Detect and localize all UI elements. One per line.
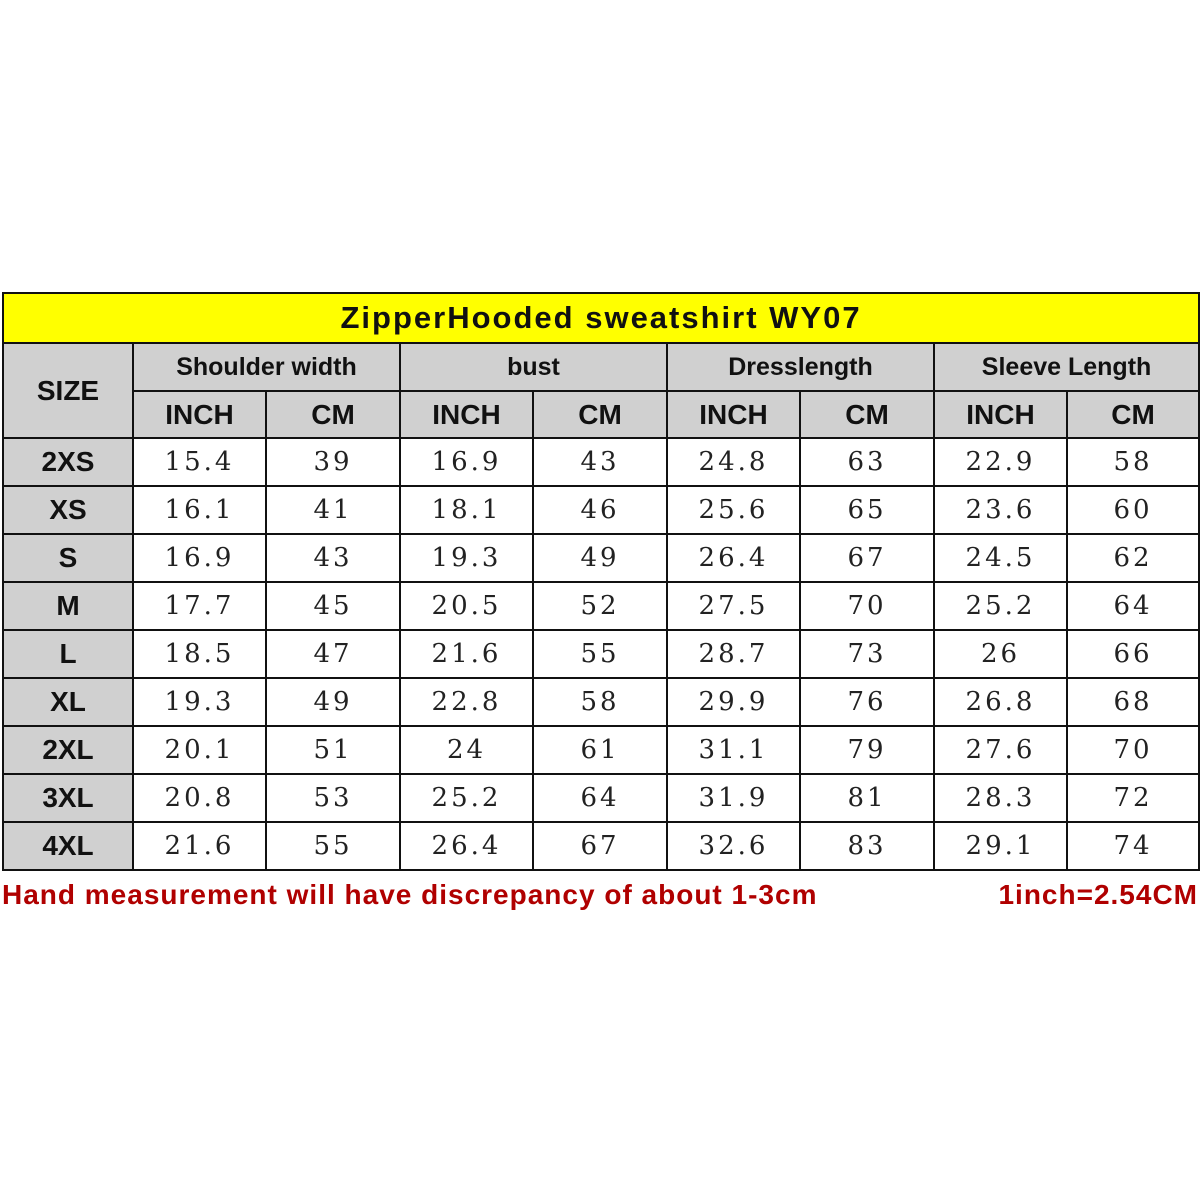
size-label: 2XS <box>3 438 133 486</box>
measurement-cell: 23.6 <box>934 486 1067 534</box>
table-row <box>3 534 1199 582</box>
measurement-cell: 27.5 <box>667 582 800 630</box>
measurement-cell: 63 <box>800 438 934 486</box>
measurement-cell: 24.5 <box>934 534 1067 582</box>
measurement-cell: 31.9 <box>667 774 800 822</box>
table-row <box>3 822 1199 870</box>
measurement-cell: 18.1 <box>400 486 533 534</box>
size-label: L <box>3 630 133 678</box>
measurement-cell: 68 <box>1067 678 1199 726</box>
measurement-cell: 25.2 <box>400 774 533 822</box>
measurement-cell: 16.1 <box>133 486 266 534</box>
measurement-cell: 21.6 <box>400 630 533 678</box>
size-chart-table <box>2 292 1200 871</box>
unit-header: CM <box>533 391 667 438</box>
measurement-cell: 24.8 <box>667 438 800 486</box>
measurement-cell: 17.7 <box>133 582 266 630</box>
table-row <box>3 726 1199 774</box>
measurement-cell: 60 <box>1067 486 1199 534</box>
measurement-cell: 51 <box>266 726 400 774</box>
measurement-cell: 29.9 <box>667 678 800 726</box>
measurement-cell: 43 <box>533 438 667 486</box>
table-row <box>3 582 1199 630</box>
measurement-cell: 15.4 <box>133 438 266 486</box>
measurement-cell: 79 <box>800 726 934 774</box>
measurement-cell: 58 <box>533 678 667 726</box>
measurement-cell: 55 <box>533 630 667 678</box>
group-header-dress-length: Dresslength <box>667 343 934 391</box>
measurement-cell: 66 <box>1067 630 1199 678</box>
measurement-cell: 49 <box>533 534 667 582</box>
measurement-cell: 24 <box>400 726 533 774</box>
unit-header: CM <box>266 391 400 438</box>
measurement-cell: 65 <box>800 486 934 534</box>
measurement-cell: 16.9 <box>133 534 266 582</box>
measurement-cell: 53 <box>266 774 400 822</box>
measurement-cell: 64 <box>1067 582 1199 630</box>
measurement-cell: 26 <box>934 630 1067 678</box>
unit-header: INCH <box>934 391 1067 438</box>
measurement-cell: 19.3 <box>133 678 266 726</box>
measurement-cell: 58 <box>1067 438 1199 486</box>
size-label: XL <box>3 678 133 726</box>
measurement-cell: 83 <box>800 822 934 870</box>
size-label: 3XL <box>3 774 133 822</box>
footnote <box>2 873 1198 917</box>
size-label: 4XL <box>3 822 133 870</box>
group-header-sleeve-length: Sleeve Length <box>934 343 1199 391</box>
measurement-cell: 20.1 <box>133 726 266 774</box>
measurement-cell: 25.2 <box>934 582 1067 630</box>
unit-header: CM <box>1067 391 1199 438</box>
measurement-cell: 67 <box>800 534 934 582</box>
size-column-header: SIZE <box>3 343 133 438</box>
measurement-cell: 74 <box>1067 822 1199 870</box>
measurement-cell: 26.4 <box>400 822 533 870</box>
group-header-bust: bust <box>400 343 667 391</box>
measurement-cell: 46 <box>533 486 667 534</box>
measurement-cell: 72 <box>1067 774 1199 822</box>
chart-title: ZipperHooded sweatshirt WY07 <box>3 293 1199 343</box>
measurement-cell: 18.5 <box>133 630 266 678</box>
measurement-cell: 28.7 <box>667 630 800 678</box>
table-row <box>3 486 1199 534</box>
measurement-cell: 52 <box>533 582 667 630</box>
unit-header: INCH <box>400 391 533 438</box>
unit-header: INCH <box>667 391 800 438</box>
measurement-cell: 28.3 <box>934 774 1067 822</box>
measurement-cell: 67 <box>533 822 667 870</box>
size-label: S <box>3 534 133 582</box>
table-row <box>3 438 1199 486</box>
measurement-cell: 29.1 <box>934 822 1067 870</box>
measurement-cell: 20.8 <box>133 774 266 822</box>
measurement-cell: 70 <box>1067 726 1199 774</box>
measurement-cell: 26.4 <box>667 534 800 582</box>
measurement-cell: 70 <box>800 582 934 630</box>
measurement-cell: 61 <box>533 726 667 774</box>
unit-conversion-note: 1inch=2.54CM <box>998 879 1198 910</box>
size-label: 2XL <box>3 726 133 774</box>
measurement-cell: 47 <box>266 630 400 678</box>
measurement-cell: 20.5 <box>400 582 533 630</box>
measurement-cell: 39 <box>266 438 400 486</box>
measurement-cell: 49 <box>266 678 400 726</box>
size-label: XS <box>3 486 133 534</box>
measurement-cell: 45 <box>266 582 400 630</box>
measurement-cell: 32.6 <box>667 822 800 870</box>
measurement-cell: 76 <box>800 678 934 726</box>
measurement-cell: 26.8 <box>934 678 1067 726</box>
measurement-cell: 27.6 <box>934 726 1067 774</box>
measurement-cell: 16.9 <box>400 438 533 486</box>
size-rows <box>3 438 1199 870</box>
table-row <box>3 678 1199 726</box>
measurement-cell: 22.8 <box>400 678 533 726</box>
measurement-cell: 21.6 <box>133 822 266 870</box>
measurement-cell: 31.1 <box>667 726 800 774</box>
size-label: M <box>3 582 133 630</box>
group-header-shoulder-width: Shoulder width <box>133 343 400 391</box>
measurement-cell: 19.3 <box>400 534 533 582</box>
table-row <box>3 630 1199 678</box>
measurement-cell: 43 <box>266 534 400 582</box>
table-row <box>3 774 1199 822</box>
measurement-cell: 62 <box>1067 534 1199 582</box>
unit-header: CM <box>800 391 934 438</box>
measurement-cell: 25.6 <box>667 486 800 534</box>
measurement-cell: 41 <box>266 486 400 534</box>
measurement-discrepancy-note: Hand measurement will have discrepancy of about 1-3cm <box>2 879 818 910</box>
measurement-cell: 64 <box>533 774 667 822</box>
measurement-cell: 22.9 <box>934 438 1067 486</box>
unit-header: INCH <box>133 391 266 438</box>
measurement-cell: 73 <box>800 630 934 678</box>
measurement-cell: 55 <box>266 822 400 870</box>
measurement-cell: 81 <box>800 774 934 822</box>
